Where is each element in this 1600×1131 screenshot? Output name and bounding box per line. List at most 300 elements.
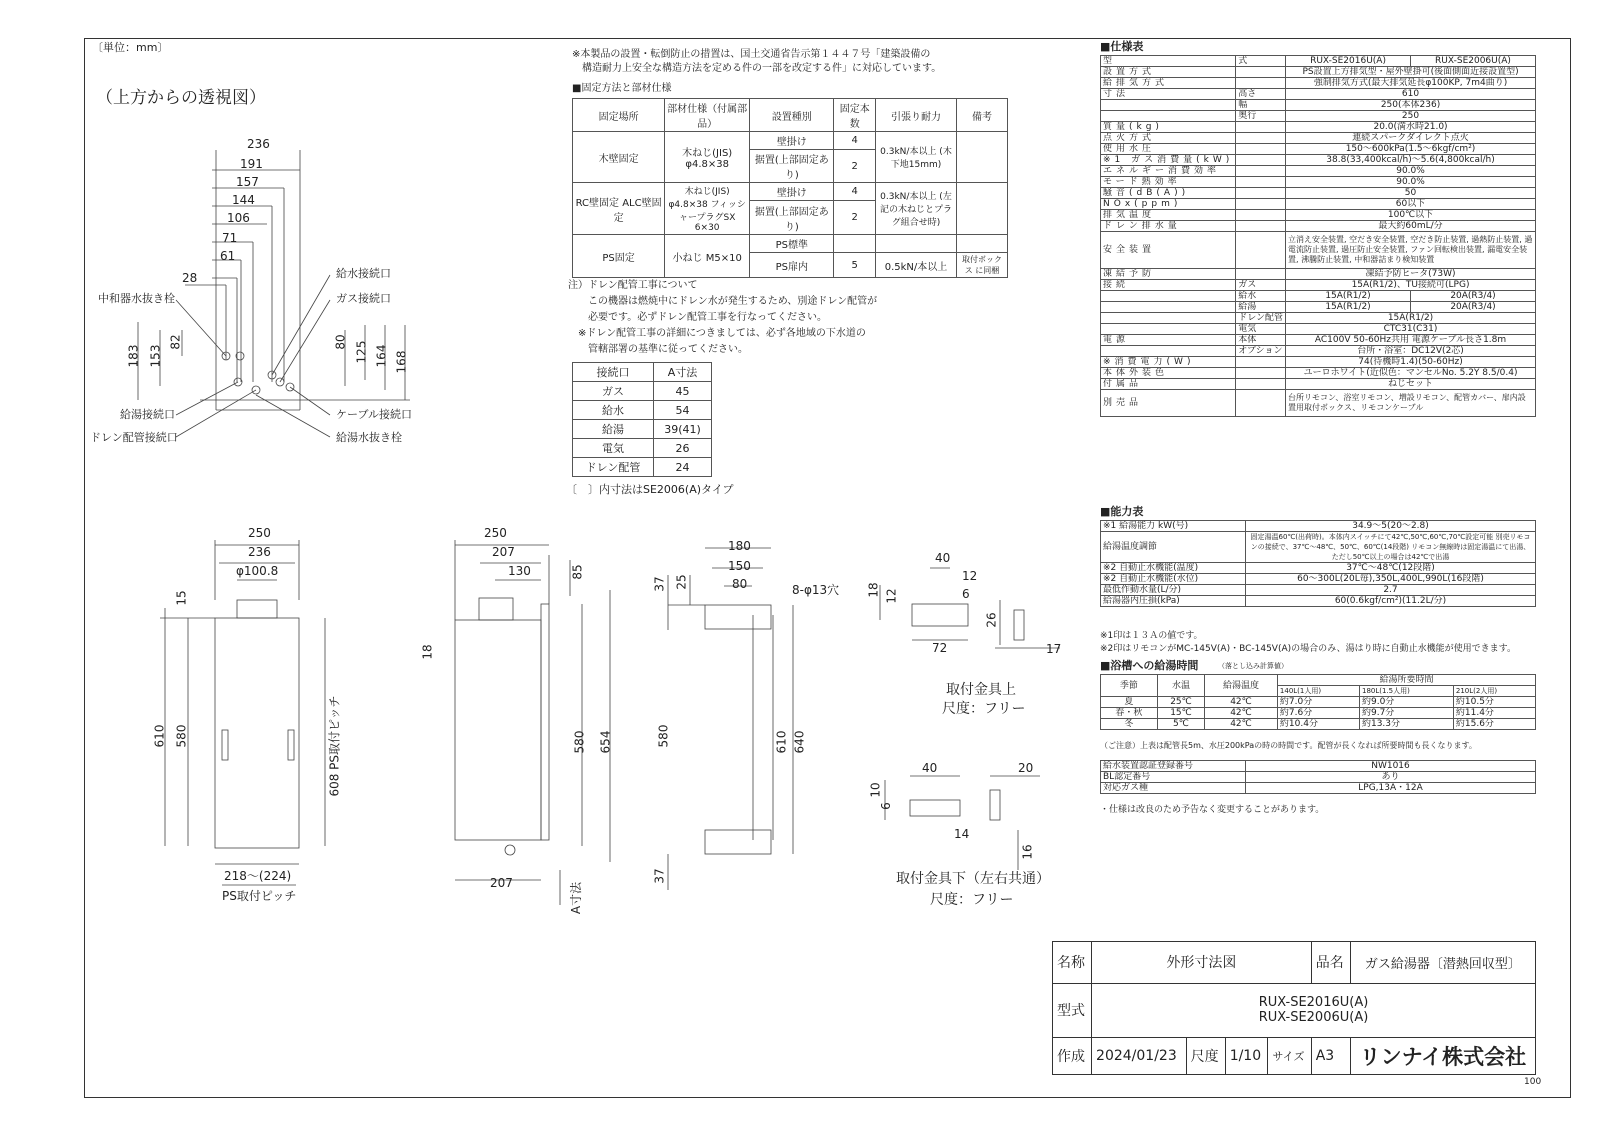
spec-row <box>1101 368 1536 379</box>
spec-value: 60以下 <box>1286 199 1536 210</box>
bath-cell: 約7.0分 <box>1277 697 1359 708</box>
spec-sublabel: 高さ <box>1236 89 1286 100</box>
spec-value: ユーロホワイト(近似色：マンセルNo. 5.2Y 8.5/0.4) <box>1286 368 1536 379</box>
dim-label: 71 <box>222 231 238 245</box>
fix-cell: 取付ボックス に同梱 <box>957 253 1008 278</box>
dim-label: 207 <box>490 876 513 890</box>
dim-label: 10 <box>868 782 883 798</box>
callout-drain: ドレン配管接続口 <box>90 431 178 444</box>
bath-note: （ご注意）上表は配管長5m、水圧200kPaの時の時間です。配管が長くなれば所要時間も長くなります。 <box>1100 741 1477 750</box>
fixing-title: ■固定方法と部材仕様 <box>572 83 672 94</box>
spec-label: モード熱効率 <box>1101 177 1236 188</box>
spec-sublabel <box>1236 232 1286 269</box>
dim-label: 580 <box>572 730 587 754</box>
dim-label: 157 <box>236 175 259 189</box>
cap-value: 34.9〜5(20〜2.8) <box>1246 521 1536 532</box>
title-block <box>1052 941 1536 1075</box>
back-view <box>668 548 793 890</box>
spec-value: 台所リモコン、浴室リモコン、増設リモコン、配管カバー、扉内設置用取付ボックス、リモコンケーブル <box>1286 390 1536 417</box>
title-date: 2024/01/23 <box>1092 1037 1187 1074</box>
dim-label: PS取付ピッチ <box>222 889 297 903</box>
bath-cell: 約10.5分 <box>1453 697 1535 708</box>
cap-value: 60〜300L(20L毎),350L,400L,990L(16段階) <box>1246 574 1536 585</box>
conn-header: 接続口 <box>573 363 654 382</box>
fix-cell: PS標準 <box>750 235 834 253</box>
spec-label: ドレン排水量 <box>1101 221 1236 232</box>
fix-cell: 壁掛け <box>750 183 834 201</box>
spec-row <box>1101 78 1536 89</box>
fix-cell: PS固定 <box>573 235 665 278</box>
spec-sublabel <box>1236 269 1286 280</box>
cap-label: ※2 自動止水機能(水位) <box>1101 574 1246 585</box>
dim-label: 20 <box>1018 761 1034 775</box>
dim-label: 8-φ13穴 <box>792 583 840 597</box>
drain-note-line: 管轄部署の基準に従ってください。 <box>568 344 748 355</box>
page-number: 100 <box>1524 1077 1542 1087</box>
cert-label: 対応ガス種 <box>1101 783 1246 794</box>
fix-cell: 壁掛け <box>750 132 834 150</box>
spec-label: 質量(kg) <box>1101 122 1236 133</box>
conn-footnote: 〔 〕内寸法はSE2006(A)タイプ <box>566 483 734 496</box>
bath-cell: 42℃ <box>1205 708 1278 719</box>
cert-value: あり <box>1246 772 1536 783</box>
spec-label: 接続 <box>1101 280 1236 291</box>
spec-value: RUX-SE2016U(A) <box>1286 56 1411 67</box>
bath-header: 給湯所要時間 <box>1277 675 1535 686</box>
dim-label: 85 <box>570 564 585 580</box>
spec-sublabel: 式 <box>1236 56 1286 67</box>
fix-header: 備考 <box>957 99 1008 132</box>
dim-label: 25 <box>674 574 689 590</box>
spec-sublabel <box>1236 368 1286 379</box>
spec-sublabel <box>1236 221 1286 232</box>
title-scale: 1/10 <box>1225 1037 1268 1074</box>
title-model: RUX-SE2016U(A) <box>1258 995 1369 1011</box>
spec-value: 強制排気方式(最大排気延長φ100KP, 7m4曲り) <box>1286 78 1536 89</box>
spec-row <box>1101 302 1536 313</box>
spec-sublabel: ガス <box>1236 280 1286 291</box>
spec-sublabel <box>1236 357 1286 368</box>
spec-label: 別売品 <box>1101 390 1236 417</box>
conn-cell: 給湯 <box>573 420 654 439</box>
fix-header: 固定場所 <box>573 99 665 132</box>
dim-label: 80 <box>333 334 348 350</box>
cap-label: 給湯温度調節 <box>1101 532 1246 563</box>
spec-row <box>1101 291 1536 302</box>
spec-sublabel <box>1236 210 1286 221</box>
spec-sublabel <box>1236 78 1286 89</box>
dim-label: 26 <box>984 612 999 628</box>
bath-cell: 42℃ <box>1205 719 1278 730</box>
bath-cell: 25℃ <box>1157 697 1204 708</box>
spec-sublabel: 電気 <box>1236 324 1286 335</box>
dim-label: 168 <box>394 350 409 374</box>
spec-sublabel: オプション <box>1236 346 1286 357</box>
title-product: ガス給湯器〔潜熱回収型〕 <box>1350 942 1535 984</box>
notice-line: 構造耐力上安全な構造方法を定める件の一部を改定する件」に対応しています。 <box>572 63 942 74</box>
spec-label: 設置方式 <box>1101 67 1236 78</box>
spec-value: CTC31(C31) <box>1286 324 1536 335</box>
spec-sublabel <box>1236 177 1286 188</box>
dim-label: 640 <box>792 730 807 754</box>
spec-value: 90.0% <box>1286 166 1536 177</box>
cert-table <box>1100 760 1536 794</box>
dim-label: 144 <box>232 193 255 207</box>
conn-cell: 26 <box>654 439 712 458</box>
bracket-bottom-drawing <box>885 776 1040 870</box>
dim-label: 40 <box>935 551 951 565</box>
drain-note-line: ※ドレン配管工事の詳細につきましては、必ず各地域の下水道の <box>568 328 866 339</box>
bath-cell: 5℃ <box>1157 719 1204 730</box>
spec-sublabel <box>1236 133 1286 144</box>
callout-hot-drain: 給湯水抜き栓 <box>336 431 402 444</box>
dim-label: 580 <box>656 724 671 748</box>
spec-row <box>1101 144 1536 155</box>
title-models <box>1092 983 1536 1037</box>
cert-value: LPG,13A・12A <box>1246 783 1536 794</box>
spec-row <box>1101 210 1536 221</box>
dim-label: 608 PS取付ピッチ <box>327 695 342 797</box>
bracket-bottom-caption: 取付金具下（左右共通） <box>896 871 1050 887</box>
spec-value: PS設置上方排気型・屋外壁掛可(後面側面近接設置型) <box>1286 67 1536 78</box>
dim-label: 16 <box>1020 844 1035 860</box>
callout-gas: ガス接続口 <box>336 292 391 305</box>
spec-value: 最大約60mL/分 <box>1286 221 1536 232</box>
spec-value: 20A(R3/4) <box>1411 302 1536 313</box>
spec-sublabel <box>1236 155 1286 166</box>
spec-label: 使用水圧 <box>1101 144 1236 155</box>
bath-cell: 約10.4分 <box>1277 719 1359 730</box>
spec-value: 90.0% <box>1286 177 1536 188</box>
spec-row <box>1101 100 1536 111</box>
bath-header: 季節 <box>1101 675 1158 697</box>
spec-row <box>1101 269 1536 280</box>
bath-title: ■浴槽への給湯時間 <box>1100 659 1199 672</box>
spec-value: 凍結予防ヒータ(73W) <box>1286 269 1536 280</box>
cap-value: 固定湯温60℃(出荷時)。本体内スイッチにて42℃,50℃,60℃,70℃設定可能 別売リモコンの接続で、37℃〜48℃、50℃、60℃(14段階) リモコン無線時は固定湯温にて出湯、ただし50℃以上の場合は42℃で出湯 <box>1246 532 1536 563</box>
spec-value: 20.0(満水時21.0) <box>1286 122 1536 133</box>
dim-label: 180 <box>728 539 751 553</box>
spec-label: 寸法 <box>1101 89 1236 100</box>
fix-header: 引張り耐力 <box>876 99 957 132</box>
dim-label: 28 <box>182 271 198 285</box>
bracket-top-caption: 取付金具上 <box>946 682 1016 698</box>
conn-cell: 39(41) <box>654 420 712 439</box>
spec-row <box>1101 177 1536 188</box>
callout-cable: ケーブル接続口 <box>336 408 413 421</box>
cap-note: ※2印はリモコンがMC-145V(A)・BC-145V(A)の場合のみ、湯はり時に自動止水機能が使用できます。 <box>1100 644 1516 654</box>
spec-value: 250(本体236) <box>1286 100 1536 111</box>
fix-header: 固定本数 <box>834 99 876 132</box>
unit-label: 〔単位：mm〕 <box>92 41 169 54</box>
dim-label: 40 <box>922 761 938 775</box>
spec-value: 74(待機時1.4)(50-60Hz) <box>1286 357 1536 368</box>
spec-label: 給排気方式 <box>1101 78 1236 89</box>
spec-row <box>1101 390 1536 417</box>
footnote: ・仕様は改良のため予告なく変更することがあります。 <box>1100 805 1325 815</box>
dim-label: 37 <box>652 868 667 884</box>
spec-value: 50 <box>1286 188 1536 199</box>
cert-label: BL認定番号 <box>1101 772 1246 783</box>
title-size: A3 <box>1311 1037 1350 1074</box>
spec-table <box>1100 55 1536 417</box>
dim-label: 191 <box>240 157 263 171</box>
conn-cell: 給水 <box>573 401 654 420</box>
dim-label: 610 <box>774 730 789 754</box>
conn-header: A寸法 <box>654 363 712 382</box>
fix-cell: 据置(上部固定あり) <box>750 201 834 235</box>
bath-cell: 約11.4分 <box>1453 708 1535 719</box>
fix-cell: 0.5kN/本以上 <box>876 253 957 278</box>
spec-label <box>1101 324 1236 335</box>
fix-header: 設置種別 <box>750 99 834 132</box>
spec-label: エネルギー消費効率 <box>1101 166 1236 177</box>
fix-cell: 2 <box>834 150 876 183</box>
spec-label: ※1 ガス消費量(kW) <box>1101 155 1236 166</box>
spec-row <box>1101 313 1536 324</box>
dim-label: 250 <box>248 526 271 540</box>
fix-cell: 0.3kN/本以上 (左記の木ねじとプラグ組合せ時) <box>876 183 957 235</box>
dim-label: 106 <box>227 211 250 225</box>
spec-sublabel: 給湯 <box>1236 302 1286 313</box>
dim-label: 236 <box>248 545 271 559</box>
bath-cell: 約7.6分 <box>1277 708 1359 719</box>
spec-row <box>1101 346 1536 357</box>
fix-cell: 4 <box>834 183 876 201</box>
conn-cell: ガス <box>573 382 654 401</box>
spec-title: ■仕様表 <box>1100 40 1144 53</box>
spec-value: 15A(R1/2)、TU接続可(LPG) <box>1286 280 1536 291</box>
dim-label: 61 <box>220 249 236 263</box>
dim-label: 72 <box>932 641 948 655</box>
bath-cell: 42℃ <box>1205 697 1278 708</box>
spec-label: 付属品 <box>1101 379 1236 390</box>
bath-cell: 約9.7分 <box>1359 708 1453 719</box>
view-title: （上方からの透視図） <box>96 88 266 108</box>
dim-label: 130 <box>508 564 531 578</box>
fix-cell: 木ねじ(JIS) φ4.8×38 <box>665 132 750 183</box>
conn-cell: 24 <box>654 458 712 477</box>
dim-label: 6 <box>962 587 970 601</box>
dim-label: 15 <box>174 590 189 606</box>
spec-row <box>1101 67 1536 78</box>
bath-header: 180L(1.5人用) <box>1359 686 1453 697</box>
spec-row <box>1101 89 1536 100</box>
spec-value: 100℃以下 <box>1286 210 1536 221</box>
bath-cell: 夏 <box>1101 697 1158 708</box>
fix-cell: 0.3kN/本以上 (木下地15mm) <box>876 132 957 183</box>
spec-value: AC100V 50-60Hz共用 電源ケーブル長さ1.8m <box>1286 335 1536 346</box>
spec-sublabel <box>1236 144 1286 155</box>
fix-cell: 5 <box>834 253 876 278</box>
cert-label: 給水装置認証登録番号 <box>1101 761 1246 772</box>
bracket-bottom-scale: 尺度：フリー <box>930 892 1014 908</box>
title-made-label: 作成 <box>1053 1037 1092 1074</box>
capability-title: ■能力表 <box>1100 505 1144 518</box>
spec-label: NOx(ppm) <box>1101 199 1236 210</box>
bath-cell: 冬 <box>1101 719 1158 730</box>
dim-label: 12 <box>884 588 899 604</box>
cap-value: 37℃〜48℃(12段階) <box>1246 563 1536 574</box>
spec-row <box>1101 324 1536 335</box>
fix-cell: 4 <box>834 132 876 150</box>
spec-row <box>1101 111 1536 122</box>
drain-note-line: この機器は燃焼中にドレン水が発生するため、別途ドレン配管が <box>568 296 878 307</box>
dim-label: 250 <box>484 526 507 540</box>
dim-label: 18 <box>866 582 881 598</box>
dim-label: 218〜(224) <box>224 869 292 883</box>
bath-table <box>1100 674 1536 730</box>
spec-label: ※消費電力(W) <box>1101 357 1236 368</box>
title-scale-label: 尺度 <box>1186 1037 1225 1074</box>
conn-cell: 54 <box>654 401 712 420</box>
bath-subtitle: （落とし込み計算値） <box>1218 662 1288 670</box>
spec-value: RUX-SE2006U(A) <box>1411 56 1536 67</box>
callout-water-in: 給水接続口 <box>336 267 391 280</box>
cap-label: 給湯器内圧損(kPa) <box>1101 596 1246 607</box>
spec-value: 立消え安全装置, 空だき安全装置, 空だき防止装置, 過熱防止装置, 過電流防止装置, 過圧防止安全装置, ファン回転検出装置, 漏電安全装置, 沸騰防止装置, 中和器詰まり検知装置 <box>1286 232 1536 269</box>
dim-label: 17 <box>1046 642 1062 656</box>
fix-cell: 2 <box>834 201 876 235</box>
fix-cell: 木壁固定 <box>573 132 665 183</box>
spec-row <box>1101 335 1536 346</box>
drain-note-line: 注）ドレン配管工事について <box>568 280 698 291</box>
cap-note: ※1印は１３Ａの値です。 <box>1100 631 1203 641</box>
cap-label: 最低作動水量(L/分) <box>1101 585 1246 596</box>
dim-label: 183 <box>126 344 141 368</box>
spec-value: 15A(R1/2) <box>1286 302 1411 313</box>
spec-label: 凍結予防 <box>1101 269 1236 280</box>
spec-sublabel <box>1236 166 1286 177</box>
spec-value: 15A(R1/2) <box>1286 291 1411 302</box>
title-size-label: サイズ <box>1268 1037 1311 1074</box>
spec-sublabel: ドレン配管 <box>1236 313 1286 324</box>
dim-label: 18 <box>420 644 435 660</box>
dim-label: 207 <box>492 545 515 559</box>
bath-header: 210L(2人用) <box>1453 686 1535 697</box>
dim-label: 610 <box>152 724 167 748</box>
bath-cell: 約15.6分 <box>1453 719 1535 730</box>
title-name-label: 名称 <box>1053 942 1092 984</box>
spec-label: 型 <box>1101 56 1236 67</box>
spec-label <box>1101 291 1236 302</box>
side-view <box>455 540 613 905</box>
spec-label: 騒音(dB(A)) <box>1101 188 1236 199</box>
spec-row <box>1101 280 1536 291</box>
spec-label: 本体外装色 <box>1101 368 1236 379</box>
cap-value: 2.7 <box>1246 585 1536 596</box>
dim-label: 12 <box>962 569 978 583</box>
bath-cell: 春・秋 <box>1101 708 1158 719</box>
dim-label: 150 <box>728 559 751 573</box>
bath-cell: 15℃ <box>1157 708 1204 719</box>
dim-label: 14 <box>954 827 970 841</box>
bath-cell: 約9.0分 <box>1359 697 1453 708</box>
spec-row <box>1101 199 1536 210</box>
dim-label: φ100.8 <box>236 564 279 578</box>
spec-label: 電源 <box>1101 335 1236 346</box>
spec-row <box>1101 188 1536 199</box>
title-product-label: 品名 <box>1311 942 1350 984</box>
spec-value: 20A(R3/4) <box>1411 291 1536 302</box>
spec-row <box>1101 155 1536 166</box>
spec-row <box>1101 56 1536 67</box>
spec-label <box>1101 100 1236 111</box>
spec-row <box>1101 357 1536 368</box>
spec-value: 610 <box>1286 89 1536 100</box>
spec-row <box>1101 379 1536 390</box>
title-model: RUX-SE2006U(A) <box>1258 1010 1369 1026</box>
bracket-top-scale: 尺度：フリー <box>942 701 1026 717</box>
spec-value: 250 <box>1286 111 1536 122</box>
fix-cell: PS扉内 <box>750 253 834 278</box>
dim-label: A寸法 <box>569 881 584 915</box>
spec-value: 連続スパークダイレクト点火 <box>1286 133 1536 144</box>
spec-sublabel <box>1236 67 1286 78</box>
spec-sublabel <box>1236 379 1286 390</box>
title-model-label: 型式 <box>1053 983 1092 1037</box>
dim-label: 125 <box>354 340 369 364</box>
spec-sublabel <box>1236 188 1286 199</box>
dim-label: 580 <box>174 724 189 748</box>
fix-cell: 小ねじ M5×10 <box>665 235 750 278</box>
dim-label: 80 <box>732 577 748 591</box>
cap-label: ※1 給湯能力 kW(号) <box>1101 521 1246 532</box>
spec-value: ねじセット <box>1286 379 1536 390</box>
spec-value: 台所・浴室：DC12V(2芯) <box>1286 346 1536 357</box>
bath-header: 140L(1人用) <box>1277 686 1359 697</box>
dim-label: 654 <box>598 730 613 754</box>
spec-label: 点火方式 <box>1101 133 1236 144</box>
cert-value: NW1016 <box>1246 761 1536 772</box>
fix-cell: 据置(上部固定あり) <box>750 150 834 183</box>
dim-label: 6 <box>878 802 893 810</box>
fix-header: 部材仕様（付属部品） <box>665 99 750 132</box>
spec-sublabel: 幅 <box>1236 100 1286 111</box>
bath-cell: 約13.3分 <box>1359 719 1453 730</box>
company-name: リンナイ株式会社 <box>1350 1037 1535 1074</box>
callout-neutralizer: 中和器水抜き栓 <box>98 292 175 305</box>
dim-label: 164 <box>374 344 389 368</box>
bath-header: 給湯温度 <box>1205 675 1278 697</box>
spec-sublabel <box>1236 122 1286 133</box>
spec-sublabel <box>1236 199 1286 210</box>
spec-value: 150〜600kPa(1.5〜6kgf/cm²) <box>1286 144 1536 155</box>
spec-sublabel <box>1236 390 1286 417</box>
spec-label: 排気温度 <box>1101 210 1236 221</box>
dim-label: 153 <box>148 344 163 368</box>
dim-label: 82 <box>168 334 183 350</box>
notice-line: ※本製品の設置・転倒防止の措置は、国土交通省告示第１４４７号「建築設備の <box>572 49 931 60</box>
conn-cell: 電気 <box>573 439 654 458</box>
spec-value: 15A(R1/2) <box>1286 313 1536 324</box>
spec-value: 38.8(33,400kcal/h)〜5.6(4,800kcal/h) <box>1286 155 1536 166</box>
drain-note-line: 必要です。必ずドレン配管工事を行なってください。 <box>568 312 827 323</box>
spec-label <box>1101 111 1236 122</box>
bath-header: 水温 <box>1157 675 1204 697</box>
spec-row <box>1101 166 1536 177</box>
spec-label <box>1101 313 1236 324</box>
spec-sublabel: 本体 <box>1236 335 1286 346</box>
spec-row <box>1101 133 1536 144</box>
spec-sublabel: 給水 <box>1236 291 1286 302</box>
dim-label: 236 <box>247 137 270 151</box>
callout-hot-out: 給湯接続口 <box>120 408 175 421</box>
spec-label <box>1101 346 1236 357</box>
spec-row <box>1101 122 1536 133</box>
cap-value: 60(0.6kgf/cm²)(11.2L/分) <box>1246 596 1536 607</box>
conn-cell: 45 <box>654 382 712 401</box>
